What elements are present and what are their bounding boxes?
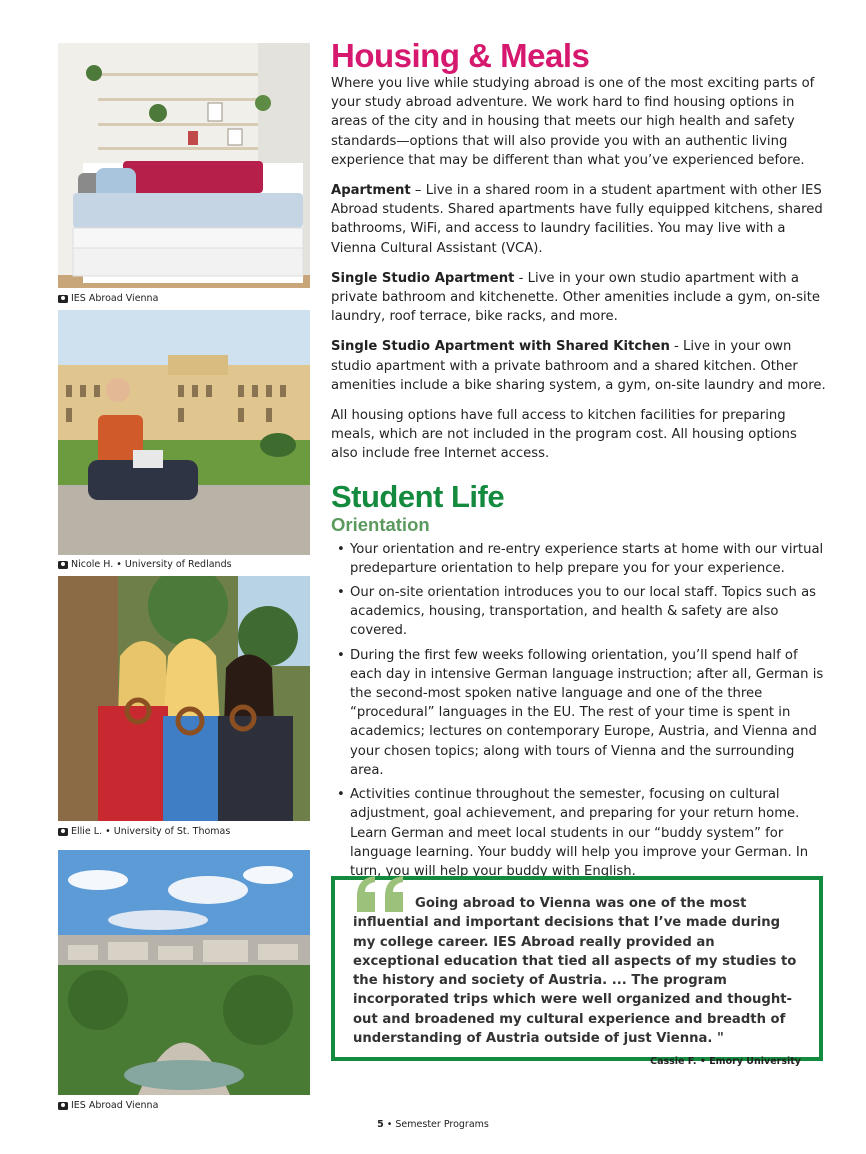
photo-caption <box>58 826 230 837</box>
caption-text: IES Abroad Vienna <box>71 293 159 304</box>
housing-title: Housing & Meals <box>331 37 590 74</box>
caption-text: Nicole H. • University of Redlands <box>71 559 232 570</box>
pretzel-students-photo <box>58 576 310 821</box>
housing-closing: All housing options have full access to kitchen facilities for preparing meals, which are not included in the program cost. All housing options also include free Internet access. <box>331 408 797 462</box>
list-item: • Your orientation and re-entry experience starts at home with our virtual predeparture orientation to help prepare you for your experience. <box>331 540 826 578</box>
bedroom-photo <box>58 43 310 288</box>
option-text: Live in a shared room in a student apartment with other IES Abroad students. Shared apartments have fully equipped kitchens, shared bathrooms, WiFi, and access to laundry facilities. You may live with a Vienna Cultural Assistant (VCA). <box>331 183 823 256</box>
photo-caption <box>58 293 158 304</box>
testimonial-text: Going abroad to Vienna was one of the most influential and important decisions that I’ve made during my college career. IES Abroad really provided an exceptional education that tied all aspects of my studies to the history and society of Austria. ... The program incorporated trips which were well organized and thought-out and broadened my cultural experience and breadth of understanding of Austria outside of just Vienna. " <box>353 896 797 1047</box>
camera-icon <box>58 561 68 569</box>
camera-icon <box>58 828 68 836</box>
palace-student-photo <box>58 310 310 555</box>
list-item: • Activities continue throughout the semester, focusing on cultural adjustment, goal achievement, and preparing for your return home. Learn German and meet local students in our “buddy system” for language learning. Your buddy will help you improve your German. In turn, you will help your buddy with English. <box>331 785 826 881</box>
footer-section: Semester Programs <box>395 1119 489 1130</box>
orientation-subtitle: Orientation <box>331 513 430 535</box>
vienna-aerial-photo <box>58 850 310 1095</box>
housing-intro: Where you live while studying abroad is one of the most exciting parts of your study abroad adventure. We work hard to find housing options in areas of the city and in housing that meets our high health and safety standards—options that will also provide you with an authentic living experience that may be different than what you’ve experienced before. <box>331 76 815 168</box>
main-content <box>331 38 826 886</box>
page-footer: 5 • Semester Programs <box>377 1119 489 1130</box>
option-text: Live in your own studio apartment with a private bathroom and a shared kitchen. Other amenities include a bike sharing system, a gym, on-site laundry and more. <box>331 339 826 393</box>
housing-option: Single Studio Apartment - Live in your own studio apartment with a private bathroom and kitchenette. Other amenities include a gym, on-site laundry, roof terrace, bike racks, and more. <box>331 270 820 325</box>
housing-option: Single Studio Apartment with Shared Kitchen - Live in your own studio apartment with a private bathroom and a shared kitchen. Other amenities include a bike sharing system, a gym, on-site laundry and more. <box>331 339 826 393</box>
page-number: 5 <box>377 1119 384 1130</box>
testimonial-box <box>331 876 823 1068</box>
option-label: Apartment <box>331 183 411 199</box>
caption-text: IES Abroad Vienna <box>71 1100 159 1111</box>
quote-mark-icon <box>353 874 409 914</box>
caption-text: Ellie L. • University of St. Thomas <box>71 826 231 837</box>
option-label: Single Studio Apartment with Shared Kitchen <box>331 339 670 355</box>
option-label: Single Studio Apartment <box>331 270 515 286</box>
photo-caption <box>58 559 232 570</box>
list-item: • During the first few weeks following orientation, you’ll spend half of each day in intensive German language instruction; after all, German is the second-most spoken native language and one of the three “procedural” languages in the EU. The rest of your time is spent in academics; lectures on contemporary Europe, Austria, and Vienna and your chosen topics; along with tours of Vienna and the surrounding area. <box>331 646 826 780</box>
list-item: • Our on-site orientation introduces you to our local staff. Topics such as academics, housing, transportation, and health & safety are also covered. <box>331 583 826 641</box>
photo-caption <box>58 1100 158 1111</box>
camera-icon <box>58 1102 68 1110</box>
student-life-title: Student Life <box>331 478 505 514</box>
option-text: Live in your own studio apartment with a private bathroom and kitchenette. Other amenities include a gym, on-site laundry, roof terrace, bike racks, and more. <box>331 270 820 325</box>
camera-icon <box>58 295 68 303</box>
housing-option: Apartment – Live in a shared room in a student apartment with other IES Abroad students. Shared apartments have fully equipped kitchens, shared bathrooms, WiFi, and access to laundry facilities. You may live with a Vienna Cultural Assistant (VCA). <box>331 183 823 256</box>
testimonial-attribution: Cassie F. • Emory University <box>650 1056 801 1068</box>
orientation-list <box>331 540 826 881</box>
